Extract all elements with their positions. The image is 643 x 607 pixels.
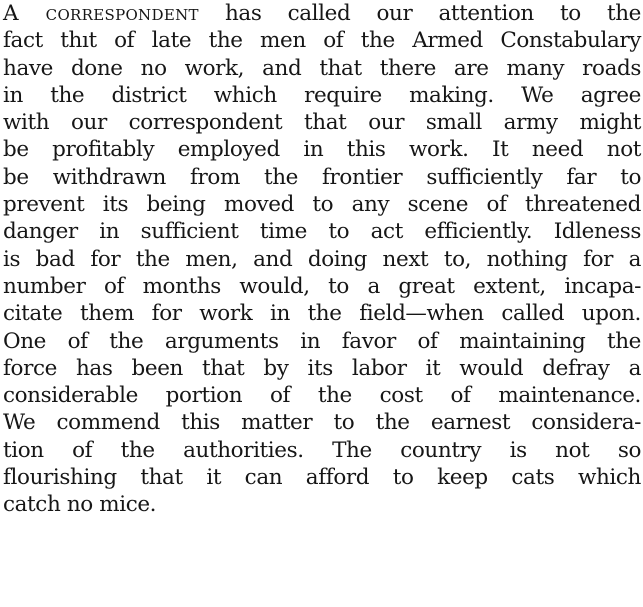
article-line-text: has called our attention to the [224,1,641,26]
article-line: prevent its being moved to any scene of threatened [3,192,641,218]
article-line: catch no mice. [3,492,157,518]
article-line: is bad for the men, and doing next to, nothing for a [3,246,641,272]
article-line: danger in sufficient time to act efficiently. Idleness [3,219,641,245]
article-line: have done no work, and that there are many roads [3,55,641,81]
article-line: citate them for work in the field—when called upon. [3,301,641,327]
article-line: We commend this matter to the earnest considera- [3,410,641,436]
article-line: number of months would, to a great extent, incapa- [3,273,641,299]
newspaper-article [3,0,641,519]
article-line [3,0,641,27]
article-line: tion of the authorities. The country is not so [3,437,641,463]
article-line: in the district which require making. We agree [3,82,641,108]
article-line: with our correspondent that our small army might [3,110,641,136]
article-line: fact thıt of late the men of the Armed Constabulary [3,28,641,54]
article-line: force has been that by its labor it would defray a [3,355,641,381]
article-line: be withdrawn from the frontier sufficiently far to [3,164,641,190]
article-line: One of the arguments in favor of maintaining the [3,328,641,354]
article-lead-in: A correspondent [3,1,199,26]
article-line: flourishing that it can afford to keep cats which [3,465,641,491]
article-line: be profitably employed in this work. It need not [3,137,641,163]
article-line: considerable portion of the cost of maintenance. [3,383,641,409]
